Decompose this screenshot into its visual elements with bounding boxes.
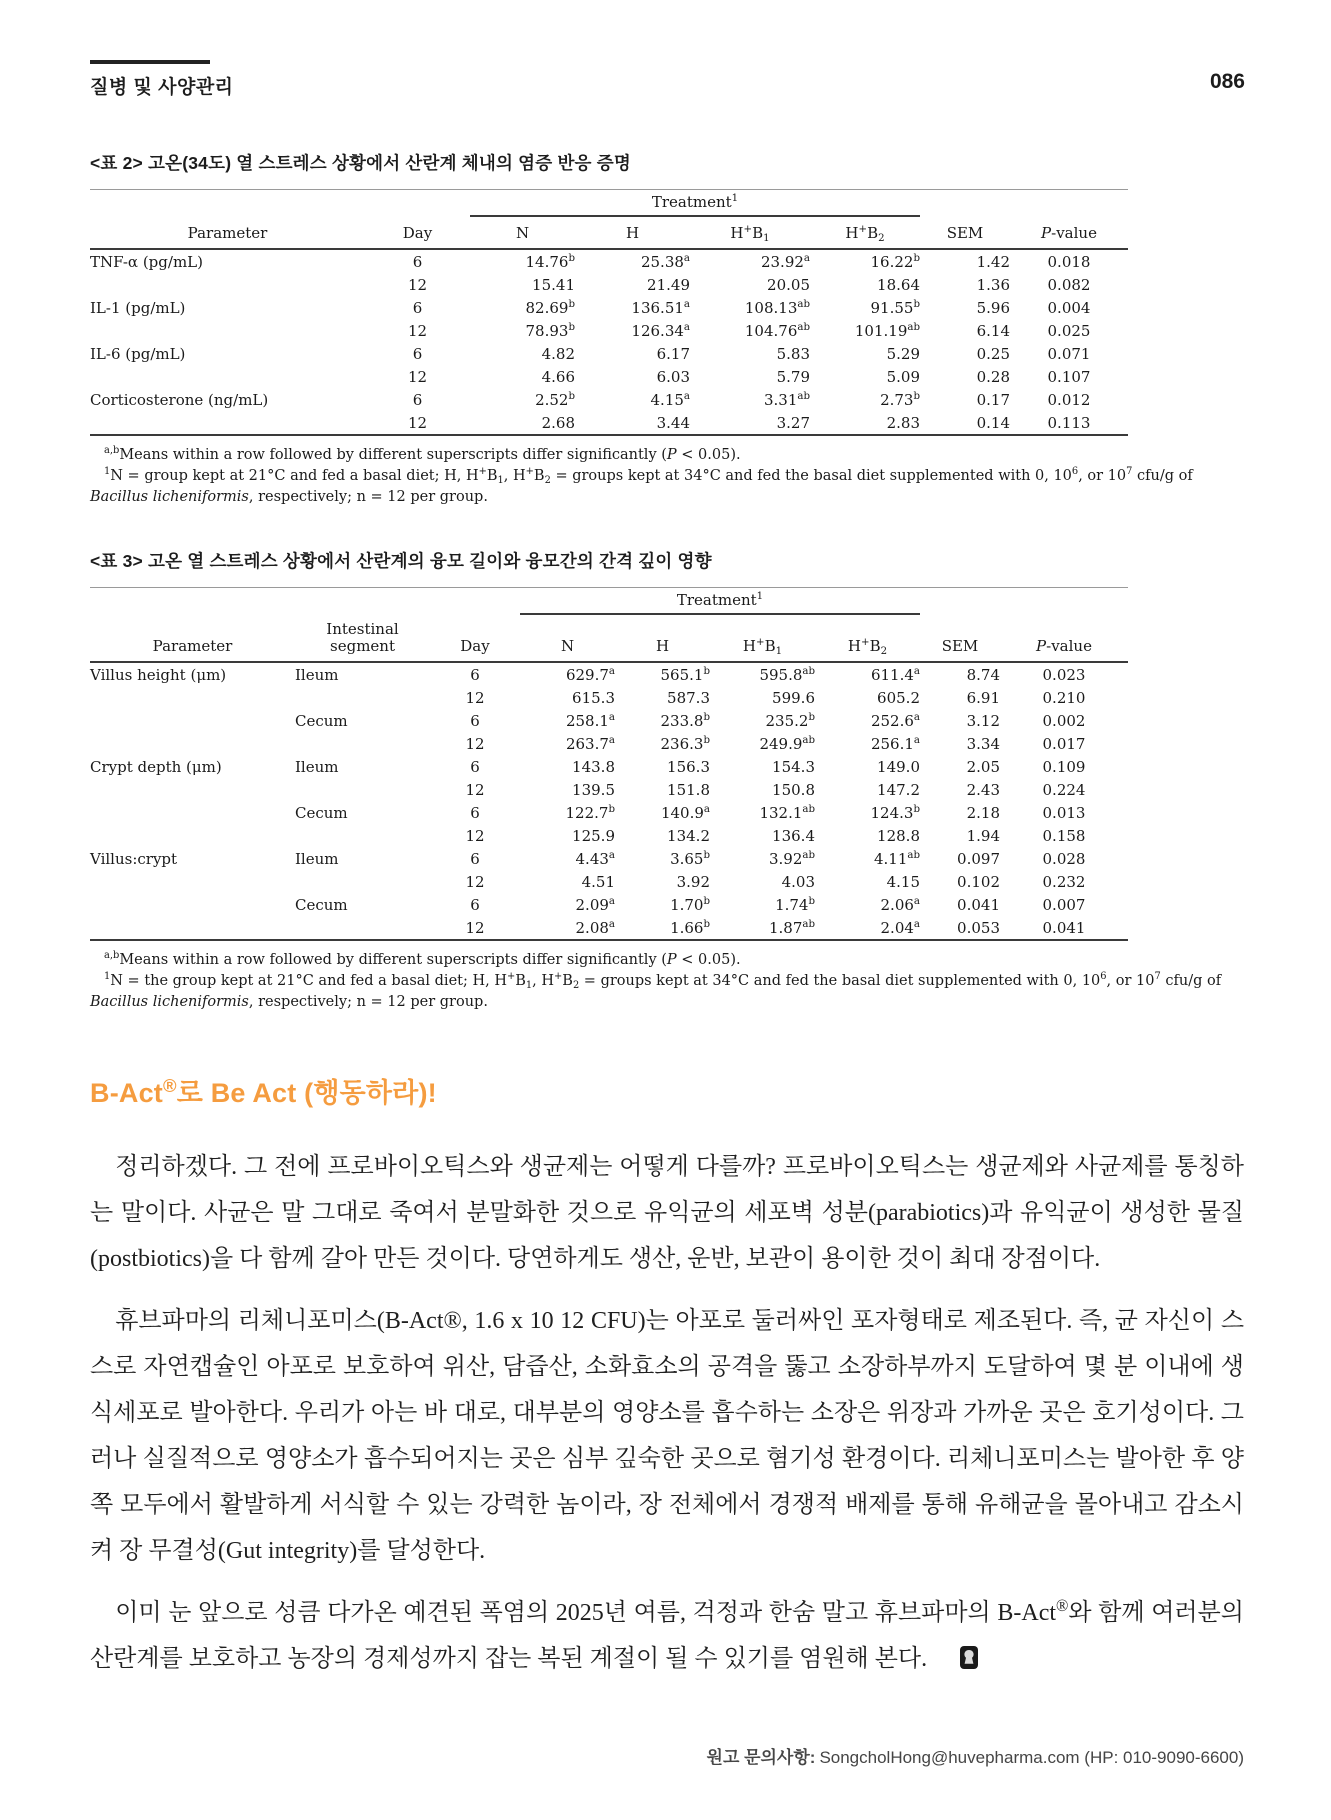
cell: Ileum: [295, 849, 339, 868]
cell: IL-1 (pg/mL): [90, 298, 186, 317]
table-body: [90, 662, 1128, 940]
cell: 12: [465, 826, 485, 845]
table-row: [90, 778, 1128, 801]
cell: 2.68: [541, 413, 575, 432]
cell: 233.8$^b$: [660, 711, 710, 730]
cell: 3.12: [966, 711, 1000, 730]
cell: 1.74$^b$: [775, 895, 815, 914]
cell: 132.1$^{ab}$: [759, 803, 815, 822]
cell: 0.109: [1042, 757, 1086, 776]
cell: [90, 732, 295, 755]
cell: 2.06$^a$: [880, 895, 920, 914]
cell: 1.66$^b$: [670, 918, 710, 937]
cell: [295, 778, 430, 801]
table-row: [90, 709, 1128, 732]
body-paragraph: 휴브파마의 리체니포미스(B-Act®, 1.6 x 10 12 CFU)는 아포로 둘러싸인 포자형태로 제조된다. 즉, 균 자신이 스스로 자연캡슐인 아포로 보호하여 위산, 담즙산, 소화효소의 공격을 뚫고 소장하부까지 도달하여 몇 분 이내에 생식세포로 발아한다. 우리가 아는 바 대로, 대부분의 영양소를 흡수하는 소장은 위장과 가까운 곳은 호기성이다. 그러나 실질적으로 영양소가 흡수되어지는 곳은 심부 깊숙한 곳으로 혐기성 환경이다. 리체니포미스는 발아한 후 양쪽 모두에서 활발하게 서식할 수 있는 강력한 놈이라, 장 전체에서 경쟁적 배제를 통해 유해균을 몰아내고 감소시켜 장 무결성(Gut integrity)를 달성한다.: [90, 1308, 1244, 1564]
cell: [295, 870, 430, 893]
cell: 587.3: [667, 688, 710, 707]
cell: 156.3: [667, 757, 710, 776]
cell: 154.3: [772, 757, 815, 776]
header-rule: [90, 60, 210, 64]
cell: 6.14: [976, 321, 1010, 340]
cell: 0.107: [1047, 367, 1091, 386]
cell: 6: [470, 665, 480, 684]
villus-crypt-table: [90, 587, 1128, 941]
cell: 3.31$^{ab}$: [763, 390, 810, 409]
cell: 15.41: [532, 275, 575, 294]
contact-label: 원고 문의사항:: [706, 1748, 816, 1767]
cell: Cecum: [295, 711, 348, 730]
table2-footnotes: [90, 445, 1244, 508]
cell: 6: [470, 757, 480, 776]
cell: 0.025: [1047, 321, 1091, 340]
cell: 0.082: [1047, 275, 1091, 294]
cell: [295, 824, 430, 847]
cell: 122.7$^b$: [565, 803, 615, 822]
cell: 599.6: [772, 688, 815, 707]
cell: 1.42: [976, 252, 1010, 271]
table-row: [90, 342, 1128, 365]
cell: 78.93$^b$: [525, 321, 575, 340]
cell: 0.158: [1042, 826, 1086, 845]
cell: 0.007: [1042, 895, 1086, 914]
cell: [90, 273, 365, 296]
cell: 0.041: [1042, 918, 1086, 937]
spacer-cell: [90, 588, 520, 615]
column-header: P-value: [1000, 614, 1128, 662]
table-row: [90, 893, 1128, 916]
cell: 12: [465, 734, 485, 753]
cell: 2.83: [886, 413, 920, 432]
cell: 140.9$^a$: [660, 803, 710, 822]
cell: 12: [407, 367, 428, 386]
cell: 249.9$^{ab}$: [759, 734, 815, 753]
cell: 0.224: [1042, 780, 1086, 799]
table2-caption: <표 2> 고온(34도) 열 스트레스 상황에서 산란계 체내의 염증 반응 증명: [90, 153, 631, 173]
column-header: N: [470, 216, 575, 249]
treatment-header-row: [90, 588, 1128, 615]
footnote: $^{a,b}$Means within a row followed by different superscripts differ significantly (P < 0.05).: [104, 445, 741, 463]
column-header-row: [90, 614, 1128, 662]
table-row: [90, 249, 1128, 273]
cell: 14.76$^b$: [525, 252, 575, 271]
treatment-group-header: Treatment$^1$: [520, 588, 920, 615]
cell: 23.92$^a$: [760, 252, 810, 271]
cell: [90, 319, 365, 342]
cell: 3.92$^{ab}$: [768, 849, 815, 868]
spacer-cell: [920, 190, 1128, 217]
cell: 125.9: [572, 826, 615, 845]
cell: 5.09: [886, 367, 920, 386]
cell: 128.8: [877, 826, 920, 845]
cell: 2.52$^b$: [535, 390, 575, 409]
column-header-row: [90, 216, 1128, 249]
cell: 0.102: [957, 872, 1000, 891]
cell: 605.2: [877, 688, 920, 707]
column-header: Day: [365, 216, 470, 249]
cell: 21.49: [647, 275, 690, 294]
cell: 236.3$^b$: [660, 734, 710, 753]
cell: 2.08$^a$: [575, 918, 615, 937]
cell: Crypt depth (μm): [90, 757, 222, 776]
page-number: 086: [1209, 70, 1245, 93]
cell: 611.4$^a$: [870, 665, 920, 684]
footnote: $^{a,b}$Means within a row followed by different superscripts differ significantly (P < 0.05).: [104, 950, 741, 968]
cell: 4.82: [541, 344, 575, 363]
cell: 124.3$^b$: [870, 803, 920, 822]
spacer-cell: [90, 190, 470, 217]
cell: 6: [470, 803, 480, 822]
cell: 139.5: [572, 780, 615, 799]
cell: 12: [407, 275, 428, 294]
cell: 0.25: [976, 344, 1010, 363]
spacer-cell: [920, 588, 1128, 615]
table-row: [90, 365, 1128, 388]
footnote: $^1$N = group kept at 21°C and fed a basal diet; H, $H^+B_1$, $H^+B_2$ = groups kept at 34°C and fed the basal diet supplemented with 0, $10^6$, or $10^7$ cfu/g of Bacillus licheniformis, respectively; n = 12 per group.: [90, 466, 1193, 505]
cell: 2.05: [966, 757, 1000, 776]
column-header: Day: [430, 614, 520, 662]
cell: Villus:crypt: [90, 849, 178, 868]
cell: [90, 709, 295, 732]
cell: [295, 732, 430, 755]
table-row: [90, 801, 1128, 824]
column-header: H: [575, 216, 690, 249]
column-header: Parameter: [90, 614, 295, 662]
cell: 0.002: [1042, 711, 1086, 730]
cell: 2.04$^a$: [880, 918, 920, 937]
column-header: Parameter: [90, 216, 365, 249]
cell: [90, 365, 365, 388]
contact-value: SongcholHong@huvepharma.com (HP: 010-9090-6600): [819, 1748, 1244, 1767]
cell: 3.27: [776, 413, 810, 432]
cell: 1.94: [966, 826, 1000, 845]
cell: 3.92: [676, 872, 710, 891]
cell: [90, 824, 295, 847]
table3-caption: <표 3> 고온 열 스트레스 상황에서 산란계의 융모 길이와 융모간의 간격 깊이 영향: [90, 551, 712, 571]
cell: [90, 916, 295, 940]
cell: 82.69$^b$: [525, 298, 575, 317]
cell: 3.65$^b$: [670, 849, 710, 868]
cell: [90, 893, 295, 916]
cell: 0.210: [1042, 688, 1086, 707]
cell: 0.14: [976, 413, 1010, 432]
cell: 6: [412, 390, 423, 409]
cell: Corticosterone (ng/mL): [90, 390, 269, 409]
cell: 4.11$^{ab}$: [873, 849, 920, 868]
cell: 108.13$^{ab}$: [744, 298, 810, 317]
cell: 6: [412, 344, 423, 363]
table-row: [90, 319, 1128, 342]
cell: 12: [465, 780, 485, 799]
cell: 16.22$^b$: [870, 252, 920, 271]
cell: TNF-α (pg/mL): [90, 252, 203, 271]
cell: 258.1$^a$: [565, 711, 615, 730]
cell: 629.7$^a$: [565, 665, 615, 684]
table-row: [90, 662, 1128, 686]
column-header: $H^+B_2$: [815, 614, 920, 662]
cell: 1.36: [976, 275, 1010, 294]
cell: Ileum: [295, 757, 339, 776]
cell: 1.87$^{ab}$: [768, 918, 815, 937]
cell: [90, 411, 365, 435]
cell: 12: [465, 918, 485, 937]
footnote: $^1$N = the group kept at 21°C and fed a basal diet; H, $H^+B_1$, $H^+B_2$ = groups kept at 34°C and fed the basal diet supplemented with 0, $10^6$, or $10^7$ cfu/g of Bacillus licheniformis, respectively; n = 12 per group.: [90, 971, 1222, 1010]
cell: 0.018: [1047, 252, 1091, 271]
cell: 6.03: [656, 367, 690, 386]
table-row: [90, 273, 1128, 296]
cell: 2.43: [966, 780, 1000, 799]
column-header: Intestinal segment: [295, 614, 430, 662]
table-row: [90, 732, 1128, 755]
column-header: $H^+B_2$: [810, 216, 920, 249]
column-header: N: [520, 614, 615, 662]
cell: 12: [407, 321, 428, 340]
cell: 3.44: [656, 413, 690, 432]
cell: 134.2: [667, 826, 710, 845]
cell: 147.2: [877, 780, 920, 799]
cell: 126.34$^a$: [631, 321, 690, 340]
cell: 4.51: [581, 872, 615, 891]
cell: 595.8$^{ab}$: [759, 665, 815, 684]
body-paragraph: 이미 눈 앞으로 성큼 다가온 예견된 폭염의 2025년 여름, 걱정과 한숨 말고 휴브파마의 B-Act®와 함께 여러분의 산란계를 보호하고 농장의 경제성까지 잡는 복된 계절이 될 수 있기를 염원해 본다.: [90, 1590, 1244, 1685]
cell: [295, 686, 430, 709]
main-content: [90, 150, 1244, 1768]
cell: 6: [470, 711, 480, 730]
cell: Cecum: [295, 895, 348, 914]
cell: 12: [465, 872, 485, 891]
table3-footnotes: [90, 950, 1244, 1013]
body-paragraph: 정리하겠다. 그 전에 프로바이오틱스와 생균제는 어떻게 다를까? 프로바이오틱스는 생균제와 사균제를 통칭하는 말이다. 사균은 말 그대로 죽여서 분말화한 것으로 유익균의 세포벽 성분(parabiotics)과 유익균이 생성한 물질(postbiotics)을 다 함께 갈아 만든 것이다. 당연하게도 생산, 운반, 보관이 용이한 것이 최대 장점이다.: [90, 1154, 1244, 1272]
cell: 0.232: [1042, 872, 1086, 891]
cell: 20.05: [767, 275, 810, 294]
cell: 136.51$^a$: [631, 298, 690, 317]
cell: 136.4: [772, 826, 815, 845]
cell: 5.83: [776, 344, 810, 363]
cell: 4.43$^a$: [575, 849, 615, 868]
cell: 101.19$^{ab}$: [854, 321, 920, 340]
article-heading: B-Act®로 Be Act (행동하라)!: [90, 1075, 437, 1108]
cell: 5.79: [776, 367, 810, 386]
cell: 4.66: [541, 367, 575, 386]
column-header: $H^+B_1$: [690, 216, 810, 249]
cell: 6: [412, 298, 423, 317]
cell: 0.071: [1047, 344, 1091, 363]
cell: 0.113: [1047, 413, 1091, 432]
table-row: [90, 824, 1128, 847]
inflammation-table: [90, 189, 1128, 436]
treatment-group-header: Treatment$^1$: [470, 190, 920, 217]
cell: 252.6$^a$: [870, 711, 920, 730]
table-row: [90, 870, 1128, 893]
table-row: [90, 411, 1128, 435]
cell: 4.15$^a$: [650, 390, 690, 409]
cell: [90, 801, 295, 824]
cell: 0.053: [957, 918, 1000, 937]
table-row: [90, 916, 1128, 940]
cell: 5.96: [976, 298, 1010, 317]
column-header: H: [615, 614, 710, 662]
cell: 6: [470, 849, 480, 868]
table-row: [90, 755, 1128, 778]
cell: 25.38$^a$: [640, 252, 690, 271]
article-body: [90, 1144, 1244, 1685]
cell: 6.91: [966, 688, 1000, 707]
cell: 150.8: [772, 780, 815, 799]
cell: 0.013: [1042, 803, 1086, 822]
cell: 0.017: [1042, 734, 1086, 753]
cell: 143.8: [572, 757, 615, 776]
cell: 4.15: [886, 872, 920, 891]
cell: Cecum: [295, 803, 348, 822]
cell: 565.1$^b$: [660, 665, 710, 684]
rooster-stamp-icon: [935, 1639, 978, 1685]
cell: 149.0: [877, 757, 920, 776]
cell: 615.3: [572, 688, 615, 707]
cell: IL-6 (pg/mL): [90, 344, 186, 363]
cell: 4.03: [781, 872, 815, 891]
table-body: [90, 249, 1128, 435]
cell: 2.18: [966, 803, 1000, 822]
cell: 0.28: [976, 367, 1010, 386]
cell: 151.8: [667, 780, 710, 799]
table-row: [90, 388, 1128, 411]
cell: Ileum: [295, 665, 339, 684]
cell: 6.17: [656, 344, 690, 363]
column-header: $H^+B_1$: [710, 614, 815, 662]
cell: 0.097: [957, 849, 1000, 868]
column-header: P-value: [1010, 216, 1128, 249]
section-label: 질병 및 사양관리: [90, 77, 234, 98]
table-row: [90, 686, 1128, 709]
table-row: [90, 296, 1128, 319]
cell: [90, 778, 295, 801]
treatment-header-row: [90, 190, 1128, 217]
cell: 0.004: [1047, 298, 1091, 317]
cell: 2.09$^a$: [575, 895, 615, 914]
cell: 104.76$^{ab}$: [744, 321, 810, 340]
cell: 2.73$^b$: [880, 390, 920, 409]
cell: 235.2$^b$: [765, 711, 815, 730]
cell: 0.041: [957, 895, 1000, 914]
cell: 0.028: [1042, 849, 1086, 868]
cell: 6: [470, 895, 480, 914]
cell: 5.29: [886, 344, 920, 363]
cell: 18.64: [877, 275, 920, 294]
column-header: SEM: [920, 614, 1000, 662]
cell: 3.34: [966, 734, 1000, 753]
cell: 6: [412, 252, 423, 271]
cell: 0.023: [1042, 665, 1086, 684]
table-row: [90, 847, 1128, 870]
column-header: SEM: [920, 216, 1010, 249]
cell: 8.74: [966, 665, 1000, 684]
cell: [90, 686, 295, 709]
cell: 1.70$^b$: [670, 895, 710, 914]
cell: 12: [407, 413, 428, 432]
cell: 263.7$^a$: [565, 734, 615, 753]
cell: [90, 870, 295, 893]
cell: 12: [465, 688, 485, 707]
cell: 0.012: [1047, 390, 1091, 409]
contact-footer: [90, 1743, 1244, 1768]
cell: Villus height (μm): [90, 665, 227, 684]
cell: 0.17: [976, 390, 1010, 409]
cell: [295, 916, 430, 940]
cell: 91.55$^b$: [870, 298, 920, 317]
cell: 256.1$^a$: [870, 734, 920, 753]
